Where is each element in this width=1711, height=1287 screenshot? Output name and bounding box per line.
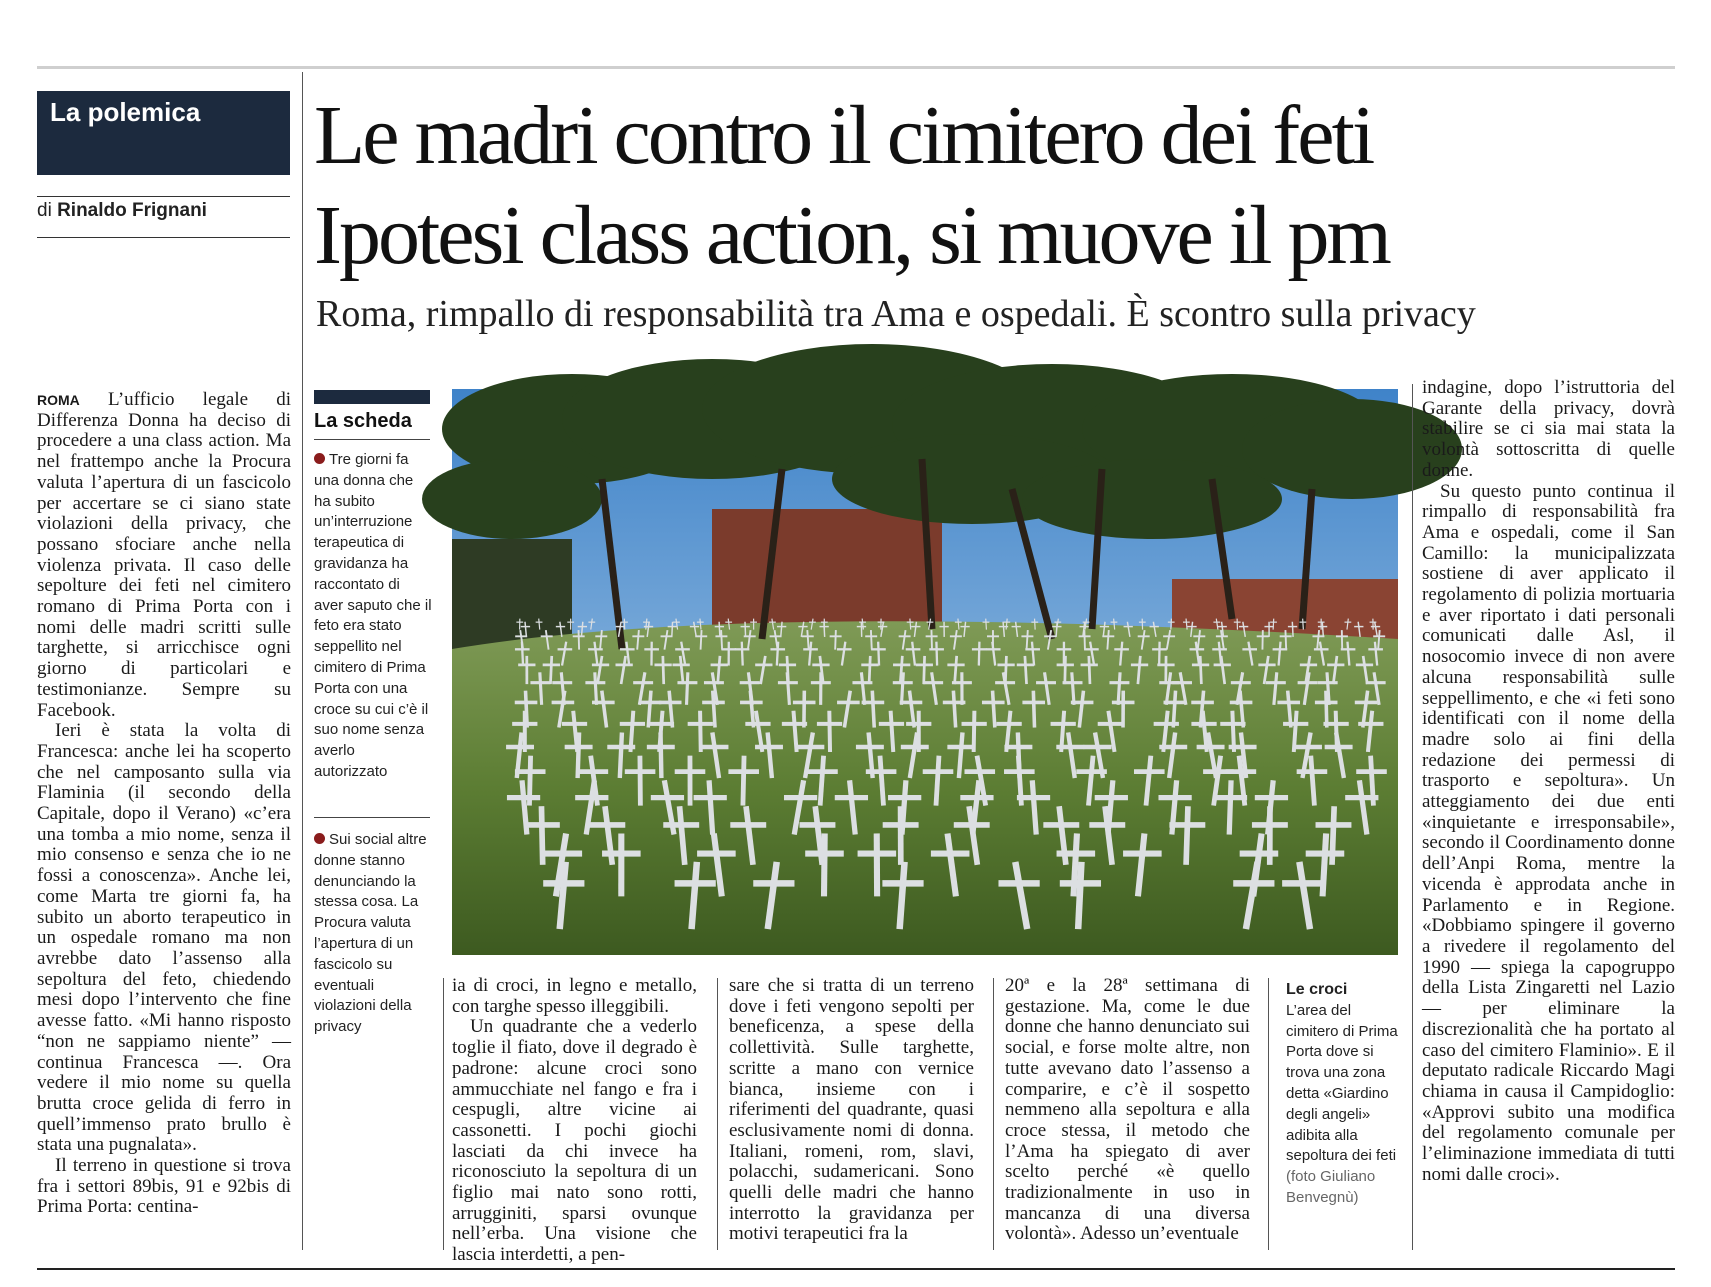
column-divider <box>993 978 994 1250</box>
cemetery-photo-image <box>452 389 1398 955</box>
article-paragraph: Un quadrante che a vederlo toglie il fiato, dove il degrado è padrone: alcune croci sono ammucchiate nel fango e fra i cespugli, altre vicine ai cassonetti. I pochi giochi lasciati da chi invece ha riconosciuto la sepoltura di un figlio mai nato sono rotti, arrugginiti, sparsi ovunque nell’erba. Una visione che lascia interdetti, a pen- <box>452 1016 697 1266</box>
top-rule <box>37 66 1675 69</box>
scheda-item: Tre giorni fa una donna che ha subito un’interruzione terapeutica di gravidanza ha raccontato di aver saputo che il feto era stato seppellito nel cimitero di Prima Porta con una croce su cui c’è il suo nome senza averlo autorizzato <box>314 451 432 780</box>
article-paragraph: Il terreno in questione si trova fra i settori 89bis, 91 e 92bis di Prima Porta: centina- <box>37 1155 291 1218</box>
column-divider <box>1412 384 1413 1250</box>
caption-text: L’area del cimitero di Prima Porta dove si trova una zona detta «Giardino degli angeli» adibita alla sepoltura dei feti <box>1286 1001 1398 1165</box>
scheda-item: Sui social altre donne stanno denunciando la stessa cosa. La Procura valuta l’apertura di un fascicolo su eventuali violazioni della privacy <box>314 831 427 1036</box>
photo-credit: (foto Giuliano Benvegnù) <box>1286 1168 1376 1206</box>
bullet-icon <box>314 833 325 844</box>
scheda-bar <box>314 390 430 404</box>
scheda-divider <box>314 817 430 818</box>
caption-title: Le croci <box>1286 981 1348 998</box>
article-paragraph: ia di croci, in legno e metallo, con targhe spesso illeggibili. <box>452 975 697 1017</box>
photo-caption <box>1286 980 1404 1209</box>
article-column-2 <box>452 975 697 1266</box>
byline-prefix: di <box>37 200 52 221</box>
article-paragraph: indagine, dopo l’istruttoria del Garante della privacy, dovrà stabilire se ci sia mai stata la volontà sottoscritta di quelle donne. <box>1422 377 1675 481</box>
bullet-icon <box>314 453 325 464</box>
column-divider <box>1268 978 1269 1250</box>
byline-author: Rinaldo Frignani <box>57 200 207 221</box>
article-paragraph: Ieri è stata la volta di Francesca: anche lei ha scoperto che nel camposanto sulla via Flaminia (il secondo della Capitale, dopo il Verano) «c’era una tomba a mio nome, senza il mio consenso e senza che io ne fossi a conoscenza». Anche lei, come Marta tre giorni fa, ha subito un aborto terapeutico in un ospedale romano ma non avrebbe dato l’assenso alla sepoltura del feto, chiedendo mesi dopo l’intervento che fine avesse fatto. «Mi hanno risposto “non ne sappiamo niente” — continua Francesca —. Ora vedere il mio nome su quella brutta croce gelida di ferro in quell’immenso prato brullo è stata una pugnalata». <box>37 720 291 1156</box>
section-kicker <box>37 91 290 175</box>
article-column-1 <box>37 390 291 1250</box>
scheda-title: La scheda <box>314 410 412 432</box>
bottom-rule <box>37 1268 1675 1270</box>
dateline: ROMA <box>37 392 80 408</box>
headline <box>314 86 1389 286</box>
subheadline: Roma, rimpallo di responsabilità tra Ama e ospedali. È scontro sulla privacy <box>316 293 1476 335</box>
column-divider <box>443 978 444 1250</box>
article-paragraph: Su questo punto continua il rimpallo di responsabilità fra Ama e ospedali, come il San Camillo: la municipalizzata sostiene di aver applicato il regolamento di polizia mortuaria e aver riportato i dati personali comunicati dalle Asl, il nosocomio invece di non avere alcuna responsabilità sulle seppellimento, e che «i feti sono identificati con il nome della madre solo ai fini della redazione dei permessi di trasporto e sepoltura». Un atteggiamento dei due enti «inquietante e irresponsabile», secondo il Coordinamento donne dell’Anpi Roma, mentre la vicenda è approdata anche in Parlamento e in Regione. «Dobbiamo spingere il governo a rivedere il regolamento del 1990 — spiega la capogruppo della Lista Zingaretti nel Lazio — per eliminare la discrezionalità che ha portato al caso del cimitero Flaminio». E il deputato radicale Riccardo Magi chiama in causa il Campidoglio: «Approvi subito una modifica del regolamento comunale per l’eliminazione immediata di tutti nomi dalle croci». <box>1422 480 1675 1185</box>
article-paragraph: 20ª e la 28ª settimana di gestazione. Ma, come le due donne che hanno denunciato sui social, e forse molte altre, non tutte avevano dato l’assenso a comparire, e c’è il sospetto nemmeno alla sepoltura e alla croce stessa, il metodo che l’Ama ha spiegato di aver scelto perché «è quello tradizionalmente in uso in mancanza di una diversa volontà». Adesso un’eventuale <box>1005 975 1250 1245</box>
byline <box>37 200 207 222</box>
article-paragraph: sare che si tratta di un terreno dove i feti vengono sepolti per beneficenza, a spese della collettività. Sulle targhette, scritte a mano con vernice bianca, insieme con i riferimenti del quadrante, quasi esclusivamente nomi di donna. Italiani, romeni, rom, slavi, polacchi, sudamericani. Sono quelli delle madri che hanno interrotto la gravidanza per motivi terapeutici fra la <box>729 975 974 1245</box>
kicker-label: La polemica <box>50 97 201 127</box>
article-column-3 <box>729 976 974 1251</box>
byline-rule-top <box>37 196 290 197</box>
headline-line-1: Le madri contro il cimitero dei feti <box>314 89 1373 182</box>
byline-rule-bottom <box>37 237 290 238</box>
article-column-5 <box>1422 378 1675 1251</box>
article-paragraph: ROMA L’ufficio legale di Differenza Donna ha deciso di procedere a una class action. Ma nel frattempo anche la Procura valuta l’apertura di un fascicolo per accertare se ci siano state violazioni della privacy, che possano sfociare anche nella violenza privata. Il caso delle sepolture dei feti nel cimitero romano di Prima Porta con i nomi delle madri scritti sulle targhette, si arricchisce ogni giorno di particolari e testimonianze. Sempre su Facebook. <box>37 389 291 721</box>
cemetery-photo <box>452 389 1398 955</box>
column-divider <box>717 978 718 1250</box>
headline-line-2: Ipotesi class action, si muove il pm <box>314 189 1389 282</box>
scheda-divider <box>314 439 430 440</box>
column-divider <box>302 72 303 1250</box>
article-column-4 <box>1005 976 1250 1251</box>
